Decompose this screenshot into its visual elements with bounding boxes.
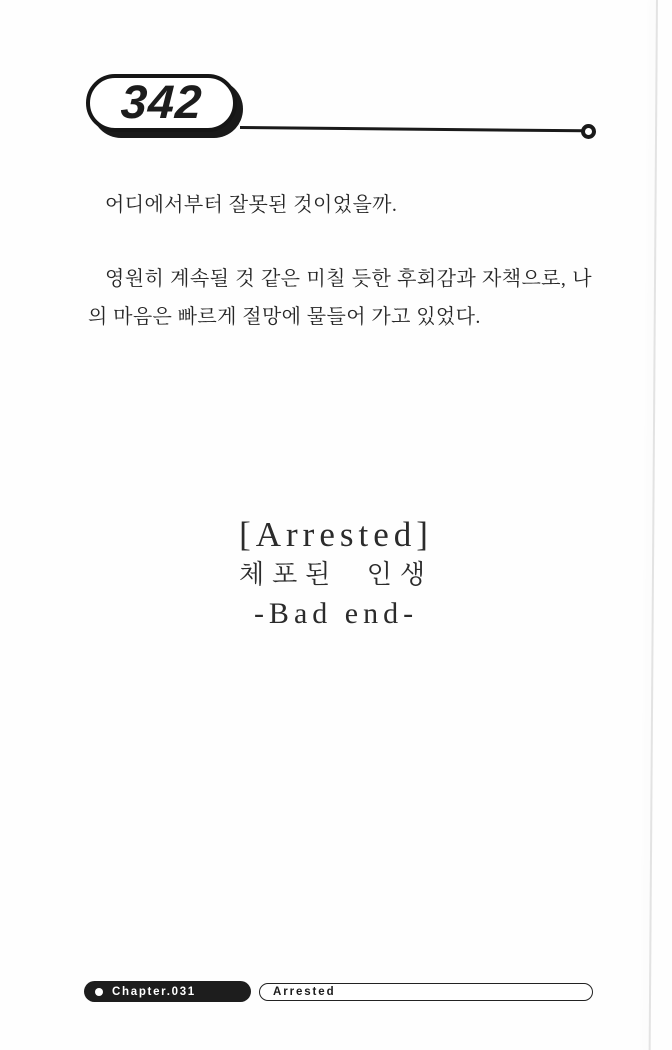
paragraph-line: 의 마음은 빠르게 절망에 물들어 가고 있었다.	[88, 306, 481, 328]
paragraph-line: 어디에서부터 잘못된 것이었을까.	[105, 194, 398, 216]
paragraph-line: 영원히 계속될 것 같은 미칠 듯한 후회감과 자책으로, 나	[105, 268, 592, 290]
bullet-dot-icon	[95, 988, 103, 996]
chapter-title-subtitle: -Bad end-	[253, 597, 419, 630]
chapter-number-badge	[84, 981, 251, 1002]
chapter-title-korean: 체포된 인생	[238, 560, 434, 589]
chapter-number-label: Chapter.031	[112, 985, 196, 998]
page-edge-line	[649, 0, 658, 1050]
chapter-title-pill	[259, 983, 593, 1001]
paragraph-gap	[88, 224, 592, 260]
header-rule-line	[240, 126, 584, 132]
ring-end-icon	[581, 124, 596, 139]
chapter-title-block	[84, 513, 588, 634]
chapter-title-english: [Arrested]	[239, 515, 433, 554]
body-text	[88, 186, 592, 336]
chapter-title-text: Arrested	[273, 986, 336, 998]
page-number-badge	[86, 74, 237, 132]
page-number: 342	[119, 74, 204, 128]
